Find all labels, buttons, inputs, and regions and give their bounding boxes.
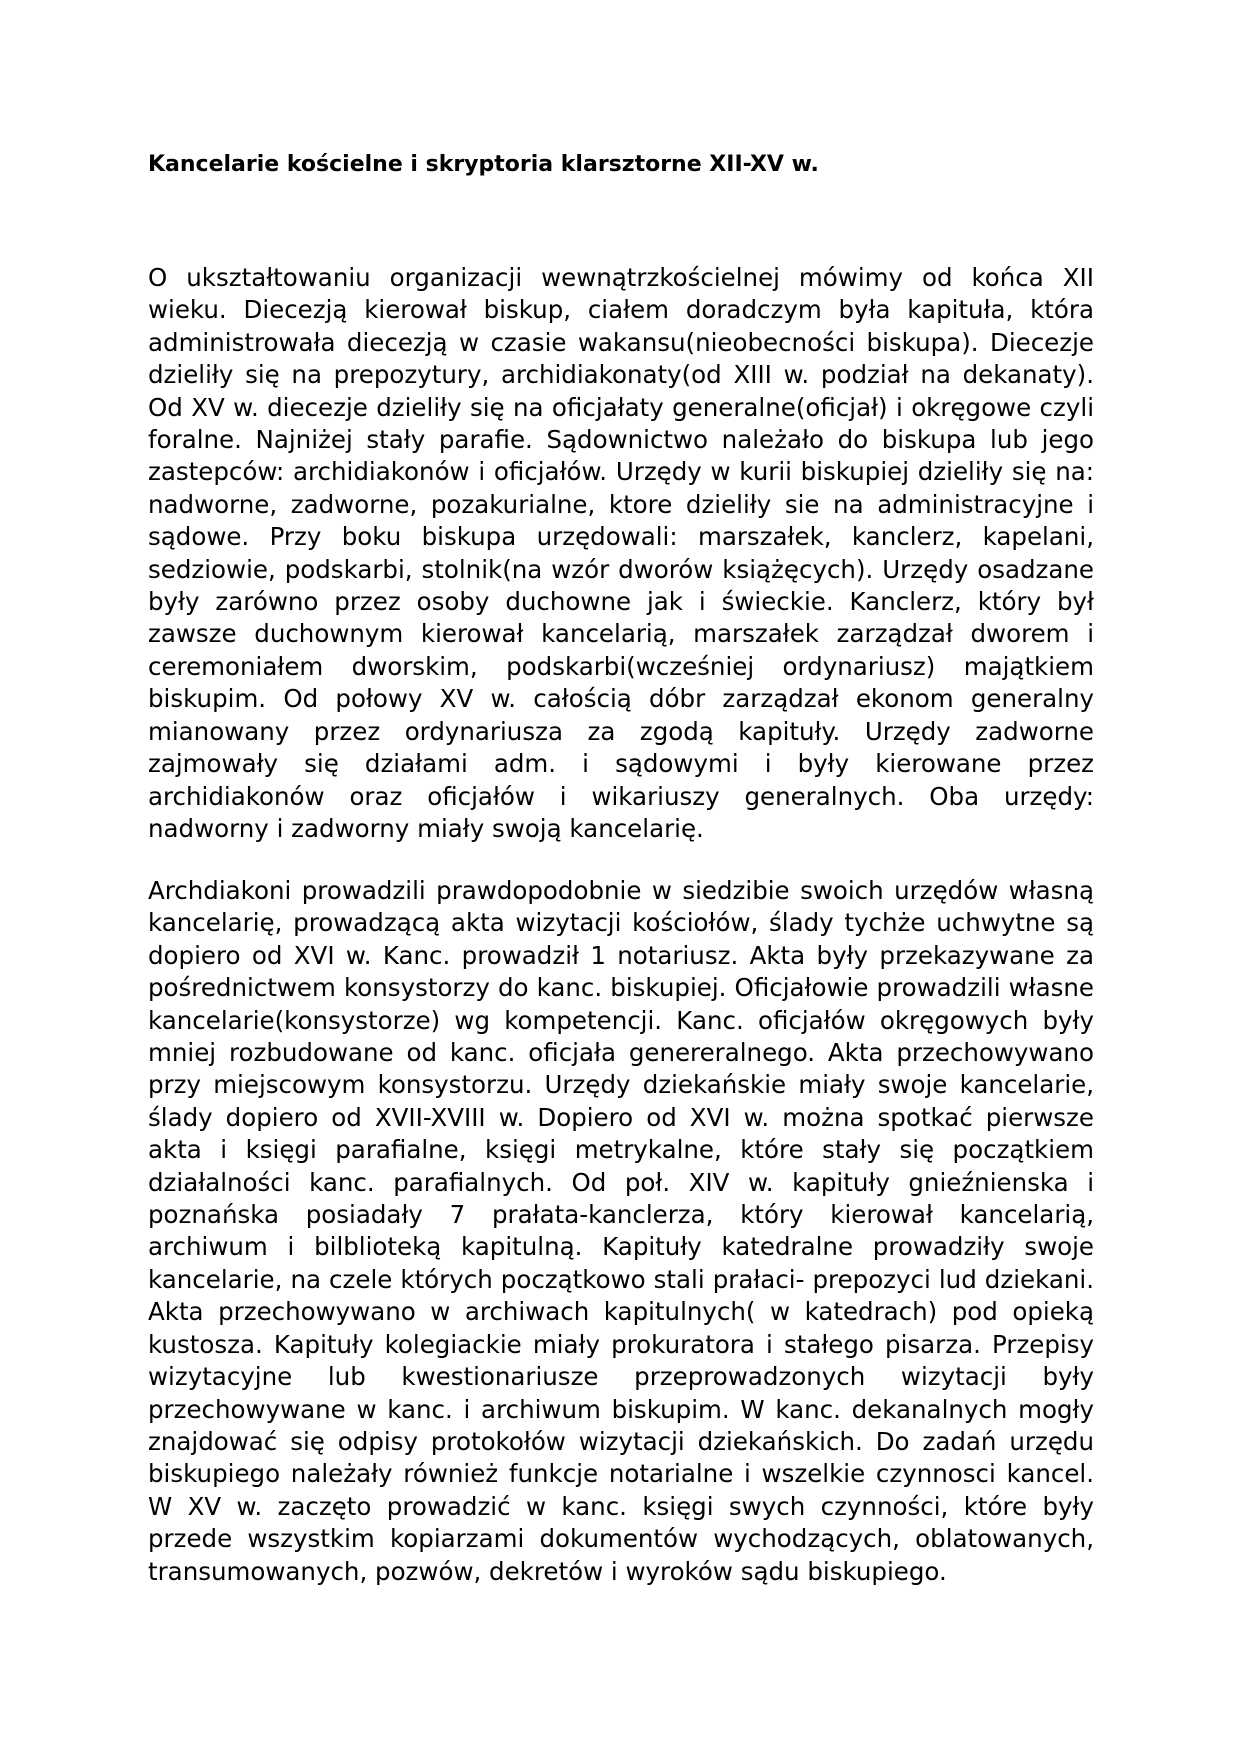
paragraph-chanceries: Archdiakoni prowadzili prawdopodobnie w siedzibie swoich urzędów własną kancelarię, prowadzącą akta wizytacji kościołów, ślady tychże uchwytne są dopiero od XVI w. Kanc. prowadził 1 notariusz. Akta były przekazywane za pośrednictwem konsystorzy do kanc. biskupiej. Oficjałowie prowadzili własne kancelarie(konsystorze) wg kompetencji. Kanc. oficjałów okręgowych były mniej rozbudowane od kanc. oficjała genereralnego. Akta przechowywano przy miejscowym konsystorzu. Urzędy dziekańskie miały swoje kancelarie, ślady dopiero od XVII-XVIII w. Dopiero od XVI w. można spotkać pierwsze akta i księgi parafialne, księgi metrykalne, które stały się początkiem działalności kanc. parafialnych. Od poł. XIV w. kapituły gnieźnienska i poznańska posiadały 7 prałata-kanclerza, który kierował kancelarią, archiwum i bilblioteką kapitulną. Kapituły katedralne prowadziły swoje kancelarie, na czele których początkowo stali prałaci- prepozyci lud dziekani. Akta przechowywano w archiwach kapitulnych( w katedrach) pod opieką kustosza. Kapituły kolegiackie miały prokuratora i stałego pisarza. Przepisy wizytacyjne lub kwestionariusze przeprowadzonych wizytacji były przechowywane w kanc. i archiwum biskupim. W kanc. dekanalnych mogły znajdować się odpisy protokołów wizytacji dziekańskich. Do zadań urzędu biskupiego należały również funkcje notarialne i wszelkie czynnosci kancel. W XV w. zaczęto prowadzić w kanc. księgi swych czynności, które były przede wszystkim kopiarzami dokumentów wychodzących, oblatowanych, transumowanych, pozwów, dekretów i wyroków sądu biskupiego. [148, 876, 1094, 1586]
paragraph-organization: O ukształtowaniu organizacji wewnątrzkościelnej mówimy od końca XII wieku. Diecezją kierował biskup, ciałem doradczym była kapituła, która administrowała diecezją w czasie wakansu(nieobecności biskupa). Diecezje dzieliły się na prepozytury, archidiakonaty(od XIII w. podział na dekanaty). Od XV w. diecezje dzieliły się na oficjałaty generalne(oficjał) i okręgowe czyli foralne. Najniżej stały parafie. Sądownictwo należało do biskupa lub jego zastepców: archidiakonów i oficjałów. Urzędy w kurii biskupiej dzieliły się na: nadworne, zadworne, pozakurialne, ktore dzieliły sie na administracyjne i sądowe. Przy boku biskupa urzędowali: marszałek, kanclerz, kapelani, sedziowie, podskarbi, stolnik(na wzór dworów książęcych). Urzędy osadzane były zarówno przez osoby duchowne jak i świeckie. Kanclerz, który był zawsze duchownym kierował kancelarią, marszałek zarządzał dworem i ceremoniałem dworskim, podskarbi(wcześniej ordynariusz) majątkiem biskupim. Od połowy XV w. całością dóbr zarządzał ekonom generalny mianowany przez ordynariusza za zgodą kapituły. Urzędy zadworne zajmowały się działami adm. i sądowymi i były kierowane przez archidiakonów oraz oficjałów i wikariuszy generalnych. Oba urzędy: nadworny i zadworny miały swoją kancelarię. [148, 263, 1094, 843]
document-title: Kancelarie kościelne i skryptoria klarsztorne XII-XV w. [148, 152, 819, 177]
